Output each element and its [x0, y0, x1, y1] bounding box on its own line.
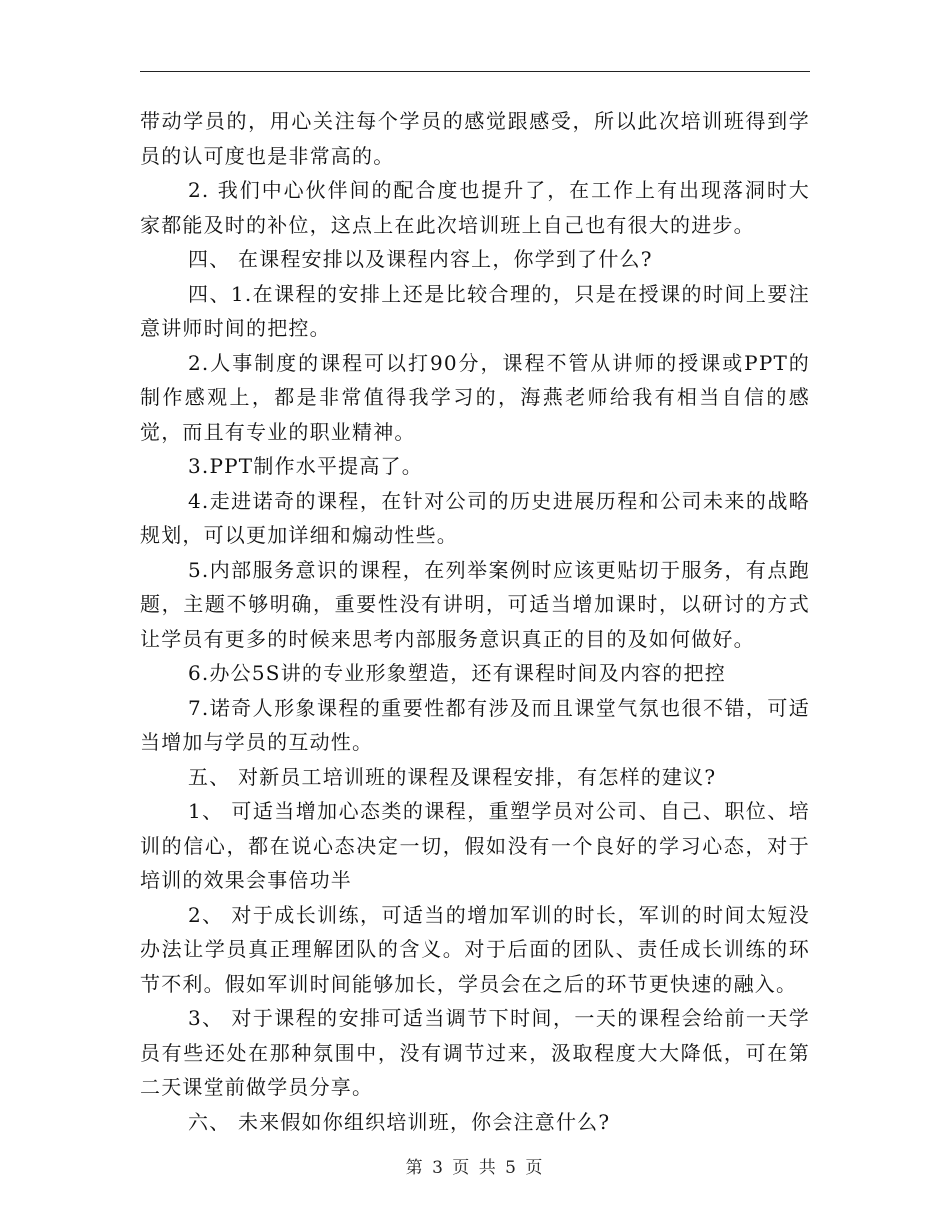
section-heading: 六、 未来假如你组织培训班，你会注意什么?	[188, 1109, 611, 1134]
paragraph: 5.内部服务意识的课程，在列举案例时应该更贴切于服务，有点跑题，主题不够明确，重要性没有讲明，可适当增加课时，以研讨的方式让学员有更多的时候来思考内部服务意识真正的目的及如何做好。	[140, 557, 810, 651]
paragraph: 7.诺奇人形象课程的重要性都有涉及而且课堂气氛也很不错，可适当增加与学员的互动性。	[140, 695, 810, 754]
paragraph: 3、 对于课程的安排可适当调节下时间，一天的课程会给前一天学员有些还处在那种氛围中，没有调节过来，汲取程度大大降低，可在第二天课堂前做学员分享。	[140, 1006, 810, 1099]
paragraph: 2、 对于成长训练，可适当的增加军训的时长，军训的时间太短没办法让学员真正理解团队的含义。对于后面的团队、责任成长训练的环节不利。假如军训时间能够加长，学员会在之后的环节更快速的融入。	[140, 902, 810, 996]
paragraph: 1、 可适当增加心态类的课程，重塑学员对公司、自己、职位、培训的信心，都在说心态决定一切，假如没有一个良好的学习心态，对于培训的效果会事倍功半	[140, 799, 810, 892]
document-body	[140, 104, 810, 1139]
paragraph: 3.PPT制作水平提高了。	[188, 454, 423, 478]
paragraph: 2.人事制度的课程可以打90分，课程不管从讲师的授课或PPT的制作感观上，都是非常值得我学习的，海燕老师给我有相当自信的感觉，而且有专业的职业精神。	[140, 350, 810, 444]
paragraph: 四、1.在课程的安排上还是比较合理的，只是在授课的时间上要注意讲师时间的把控。	[140, 281, 810, 340]
paragraph: 2. 我们中心伙伴间的配合度也提升了，在工作上有出现落洞时大家都能及时的补位，这点上在此次培训班上自己也有很大的进步。	[140, 178, 810, 237]
section-heading: 五、 对新员工培训班的课程及课程安排，有怎样的建议?	[188, 764, 717, 789]
header-rule	[140, 71, 810, 72]
paragraph-continuation: 带动学员的，用心关注每个学员的感觉跟感受，所以此次培训班得到学员的认可度也是非常高的。	[140, 109, 810, 168]
section-heading: 四、 在课程安排以及课程内容上，你学到了什么?	[188, 247, 653, 271]
paragraph: 4.走进诺奇的课程，在针对公司的历史进展历程和公司未来的战略规划，可以更加详细和煽动性些。	[140, 488, 810, 547]
paragraph: 6.办公5S讲的专业形象塑造，还有课程时间及内容的把控	[188, 661, 726, 685]
page-number: 第 3 页 共 5 页	[405, 1158, 545, 1178]
